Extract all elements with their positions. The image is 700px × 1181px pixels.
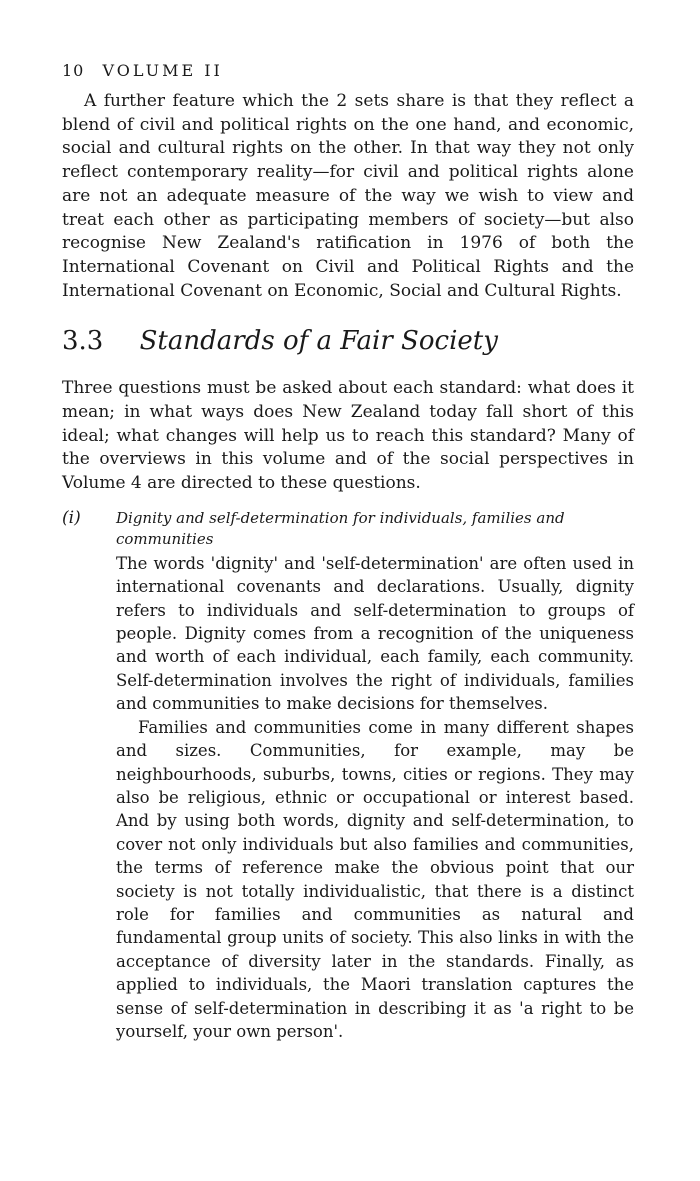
volume-label: VOLUME II [102,61,223,80]
intro-paragraph: A further feature which the 2 sets share is that they reflect a blend of civil and political rights on the one hand, and economic, social and cultural rights on the other. In that way they not only reflect contemporary reality—for civil and political rights alone are not an adequate measure of the way we wish to view and treat each other as participating members of society—but also recognise New Zealand's ratification in 1976 of both the International Covenant on Civil and Political Rights and the International Covenant on Economic, Social and Cultural Rights. [62,91,634,301]
section-heading [62,325,634,357]
item-paragraph-1: The words 'dignity' and 'self-determination' are often used in international covenants and declarations. Usually, dignity refers to individuals and self-determination to groups of people. Dignity comes from a recognition of the uniqueness and worth of each individual, each family, each community. Self-determination involves the right of individuals, families and communities to make decisions for themselves. [116,553,634,714]
running-head [62,60,634,82]
section-number: 3.3 [62,326,104,357]
section-title: Standards of a Fair Society [139,326,498,357]
list-item-i [62,508,634,1044]
item-heading: Dignity and self-determination for individuals, families and communities [116,508,565,548]
page-number: 10 [62,61,85,80]
item-label: (i) [62,507,81,528]
section-paragraph: Three questions must be asked about each standard: what does it mean; in what ways does New Zealand today fall short of this ideal; what changes will help us to reach this standard? Many of the overviews in this volume and of the social perspectives in Volume 4 are directed to these questions. [62,378,634,494]
item-paragraph-2: Families and communities come in many different shapes and sizes. Communities, for example, may be neighbourhoods, suburbs, towns, cities or regions. They may also be religious, ethnic or occupational or interest based. And by using both words, dignity and self-determination, to cover not only individuals but also families and communities, the terms of reference make the obvious point that our society is not totally individualistic, that there is a distinct role for families and communities as natural and fundamental group units of society. This also links in with the acceptance of diversity later in the standards. Finally, as applied to individuals, the Maori translation captures the sense of self-determination in describing it as 'a right to be yourself, your own person'. [116,717,634,1041]
